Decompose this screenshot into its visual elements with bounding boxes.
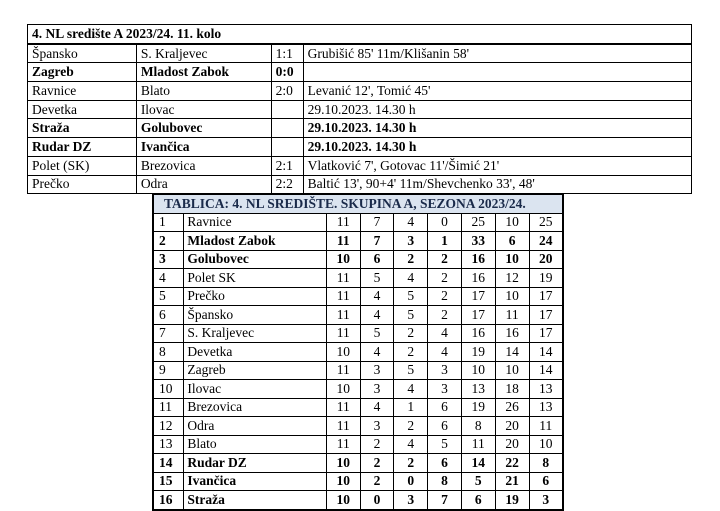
losses-cell: 3 — [428, 380, 462, 399]
goals-for-cell: 14 — [461, 454, 495, 473]
goals-against-cell: 22 — [495, 454, 529, 473]
match-score: 2:1 — [271, 156, 303, 175]
points-cell: 13 — [529, 398, 563, 417]
draws-cell: 2 — [394, 454, 428, 473]
draws-cell: 4 — [394, 269, 428, 288]
points-cell: 6 — [529, 472, 563, 491]
played-cell: 10 — [326, 343, 360, 362]
standings-title: TABLICA: 4. NL SREDIŠTE. SKUPINA A, SEZONA 2023/24. — [153, 194, 563, 213]
away-team: Mladost Zabok — [136, 63, 271, 82]
match-info: 29.10.2023. 14.30 h — [303, 119, 691, 138]
standings-row — [153, 435, 563, 454]
played-cell: 11 — [326, 435, 360, 454]
wins-cell: 2 — [360, 472, 394, 491]
away-team: Blato — [136, 82, 271, 101]
goals-for-cell: 13 — [461, 380, 495, 399]
match-row — [28, 175, 692, 194]
rank-cell: 6 — [153, 306, 184, 325]
team-name: Brezovica — [184, 398, 326, 417]
team-name: Ivančica — [184, 472, 326, 491]
rank-cell: 15 — [153, 472, 184, 491]
standings-row — [153, 232, 563, 251]
played-cell: 11 — [326, 213, 360, 232]
standings-row — [153, 269, 563, 288]
standings-row — [153, 324, 563, 343]
goals-against-cell: 20 — [495, 435, 529, 454]
goals-against-cell: 18 — [495, 380, 529, 399]
wins-cell: 3 — [360, 417, 394, 436]
wins-cell: 4 — [360, 398, 394, 417]
match-info: Grubišić 85' 11m/Klišanin 58' — [303, 44, 691, 63]
draws-cell: 5 — [394, 361, 428, 380]
losses-cell: 2 — [428, 287, 462, 306]
goals-against-cell: 19 — [495, 491, 529, 510]
match-info: 29.10.2023. 14.30 h — [303, 100, 691, 119]
away-team: Brezovica — [136, 156, 271, 175]
results-table — [27, 24, 692, 194]
goals-against-cell: 21 — [495, 472, 529, 491]
match-row — [28, 156, 692, 175]
team-name: Ilovac — [184, 380, 326, 399]
match-score: 0:0 — [271, 63, 303, 82]
team-name: Rudar DZ — [184, 454, 326, 473]
draws-cell: 4 — [394, 213, 428, 232]
home-team: Rudar DZ — [28, 138, 137, 157]
team-name: Straža — [184, 491, 326, 510]
match-row — [28, 44, 692, 63]
played-cell: 11 — [326, 287, 360, 306]
standings-row — [153, 250, 563, 269]
team-name: Ravnice — [184, 213, 326, 232]
match-info — [303, 63, 691, 82]
goals-against-cell: 10 — [495, 361, 529, 380]
standings-row — [153, 306, 563, 325]
goals-against-cell: 11 — [495, 306, 529, 325]
draws-cell: 5 — [394, 287, 428, 306]
match-score — [271, 119, 303, 138]
rank-cell: 2 — [153, 232, 184, 251]
home-team: Devetka — [28, 100, 137, 119]
goals-for-cell: 19 — [461, 398, 495, 417]
wins-cell: 7 — [360, 213, 394, 232]
losses-cell: 0 — [428, 213, 462, 232]
standings-row — [153, 287, 563, 306]
draws-cell: 2 — [394, 324, 428, 343]
losses-cell: 8 — [428, 472, 462, 491]
goals-against-cell: 12 — [495, 269, 529, 288]
rank-cell: 12 — [153, 417, 184, 436]
goals-for-cell: 25 — [461, 213, 495, 232]
standings-row — [153, 361, 563, 380]
wins-cell: 7 — [360, 232, 394, 251]
home-team: Ravnice — [28, 82, 137, 101]
wins-cell: 4 — [360, 343, 394, 362]
draws-cell: 4 — [394, 435, 428, 454]
points-cell: 13 — [529, 380, 563, 399]
goals-for-cell: 16 — [461, 269, 495, 288]
team-name: Devetka — [184, 343, 326, 362]
match-info: Baltić 13', 90+4' 11m/Shevchenko 33', 48' — [303, 175, 691, 194]
losses-cell: 5 — [428, 435, 462, 454]
goals-for-cell: 11 — [461, 435, 495, 454]
match-row — [28, 63, 692, 82]
goals-for-cell: 10 — [461, 361, 495, 380]
standings-row — [153, 398, 563, 417]
standings-table — [152, 193, 564, 511]
points-cell: 19 — [529, 269, 563, 288]
rank-cell: 13 — [153, 435, 184, 454]
team-name: Mladost Zabok — [184, 232, 326, 251]
home-team: Zagreb — [28, 63, 137, 82]
away-team: Golubovec — [136, 119, 271, 138]
points-cell: 3 — [529, 491, 563, 510]
goals-for-cell: 8 — [461, 417, 495, 436]
losses-cell: 2 — [428, 306, 462, 325]
played-cell: 10 — [326, 250, 360, 269]
played-cell: 11 — [326, 232, 360, 251]
goals-for-cell: 17 — [461, 287, 495, 306]
draws-cell: 0 — [394, 472, 428, 491]
wins-cell: 4 — [360, 306, 394, 325]
goals-for-cell: 16 — [461, 250, 495, 269]
match-row — [28, 119, 692, 138]
played-cell: 10 — [326, 380, 360, 399]
goals-for-cell: 5 — [461, 472, 495, 491]
match-info: Levanić 12', Tomić 45' — [303, 82, 691, 101]
goals-against-cell: 10 — [495, 213, 529, 232]
match-row — [28, 138, 692, 157]
draws-cell: 5 — [394, 306, 428, 325]
match-score: 2:2 — [271, 175, 303, 194]
losses-cell: 2 — [428, 250, 462, 269]
rank-cell: 8 — [153, 343, 184, 362]
standings-row — [153, 343, 563, 362]
rank-cell: 3 — [153, 250, 184, 269]
points-cell: 17 — [529, 287, 563, 306]
match-score: 2:0 — [271, 82, 303, 101]
goals-against-cell: 14 — [495, 343, 529, 362]
home-team: Prečko — [28, 175, 137, 194]
rank-cell: 10 — [153, 380, 184, 399]
played-cell: 11 — [326, 398, 360, 417]
played-cell: 11 — [326, 417, 360, 436]
losses-cell: 1 — [428, 232, 462, 251]
goals-against-cell: 20 — [495, 417, 529, 436]
home-team: Polet (SK) — [28, 156, 137, 175]
standings-row — [153, 380, 563, 399]
team-name: Odra — [184, 417, 326, 436]
played-cell: 11 — [326, 324, 360, 343]
draws-cell: 3 — [394, 232, 428, 251]
standings-row — [153, 472, 563, 491]
losses-cell: 3 — [428, 361, 462, 380]
away-team: Odra — [136, 175, 271, 194]
rank-cell: 1 — [153, 213, 184, 232]
points-cell: 17 — [529, 306, 563, 325]
wins-cell: 5 — [360, 324, 394, 343]
team-name: Prečko — [184, 287, 326, 306]
standings-row — [153, 491, 563, 510]
points-cell: 25 — [529, 213, 563, 232]
goals-for-cell: 6 — [461, 491, 495, 510]
draws-cell: 1 — [394, 398, 428, 417]
draws-cell: 3 — [394, 491, 428, 510]
away-team: S. Kraljevec — [136, 44, 271, 63]
team-name: Zagreb — [184, 361, 326, 380]
match-score — [271, 138, 303, 157]
losses-cell: 2 — [428, 269, 462, 288]
draws-cell: 2 — [394, 417, 428, 436]
rank-cell: 4 — [153, 269, 184, 288]
losses-cell: 6 — [428, 398, 462, 417]
played-cell: 11 — [326, 306, 360, 325]
draws-cell: 4 — [394, 380, 428, 399]
results-title: 4. NL središte A 2023/24. 11. kolo — [28, 25, 692, 44]
played-cell: 10 — [326, 472, 360, 491]
team-name: Špansko — [184, 306, 326, 325]
losses-cell: 7 — [428, 491, 462, 510]
team-name: Blato — [184, 435, 326, 454]
goals-against-cell: 26 — [495, 398, 529, 417]
rank-cell: 7 — [153, 324, 184, 343]
away-team: Ilovac — [136, 100, 271, 119]
points-cell: 10 — [529, 435, 563, 454]
points-cell: 8 — [529, 454, 563, 473]
match-info: 29.10.2023. 14.30 h — [303, 138, 691, 157]
points-cell: 14 — [529, 361, 563, 380]
rank-cell: 9 — [153, 361, 184, 380]
goals-against-cell: 6 — [495, 232, 529, 251]
played-cell: 10 — [326, 454, 360, 473]
goals-for-cell: 16 — [461, 324, 495, 343]
team-name: S. Kraljevec — [184, 324, 326, 343]
match-info: Vlatković 7', Gotovac 11'/Šimić 21' — [303, 156, 691, 175]
points-cell: 17 — [529, 324, 563, 343]
wins-cell: 0 — [360, 491, 394, 510]
losses-cell: 4 — [428, 343, 462, 362]
wins-cell: 4 — [360, 287, 394, 306]
match-score: 1:1 — [271, 44, 303, 63]
standings-row — [153, 417, 563, 436]
team-name: Polet SK — [184, 269, 326, 288]
losses-cell: 6 — [428, 454, 462, 473]
goals-against-cell: 16 — [495, 324, 529, 343]
match-row — [28, 100, 692, 119]
goals-against-cell: 10 — [495, 250, 529, 269]
rank-cell: 16 — [153, 491, 184, 510]
match-score — [271, 100, 303, 119]
points-cell: 14 — [529, 343, 563, 362]
wins-cell: 5 — [360, 269, 394, 288]
rank-cell: 11 — [153, 398, 184, 417]
played-cell: 10 — [326, 491, 360, 510]
played-cell: 11 — [326, 361, 360, 380]
goals-for-cell: 33 — [461, 232, 495, 251]
losses-cell: 6 — [428, 417, 462, 436]
wins-cell: 2 — [360, 454, 394, 473]
played-cell: 11 — [326, 269, 360, 288]
rank-cell: 14 — [153, 454, 184, 473]
wins-cell: 3 — [360, 380, 394, 399]
goals-for-cell: 19 — [461, 343, 495, 362]
points-cell: 24 — [529, 232, 563, 251]
standings-row — [153, 454, 563, 473]
wins-cell: 2 — [360, 435, 394, 454]
wins-cell: 6 — [360, 250, 394, 269]
match-row — [28, 82, 692, 101]
team-name: Golubovec — [184, 250, 326, 269]
home-team: Špansko — [28, 44, 137, 63]
draws-cell: 2 — [394, 250, 428, 269]
losses-cell: 4 — [428, 324, 462, 343]
goals-for-cell: 17 — [461, 306, 495, 325]
home-team: Straža — [28, 119, 137, 138]
wins-cell: 3 — [360, 361, 394, 380]
draws-cell: 2 — [394, 343, 428, 362]
away-team: Ivančica — [136, 138, 271, 157]
goals-against-cell: 10 — [495, 287, 529, 306]
points-cell: 20 — [529, 250, 563, 269]
points-cell: 11 — [529, 417, 563, 436]
rank-cell: 5 — [153, 287, 184, 306]
standings-row — [153, 213, 563, 232]
